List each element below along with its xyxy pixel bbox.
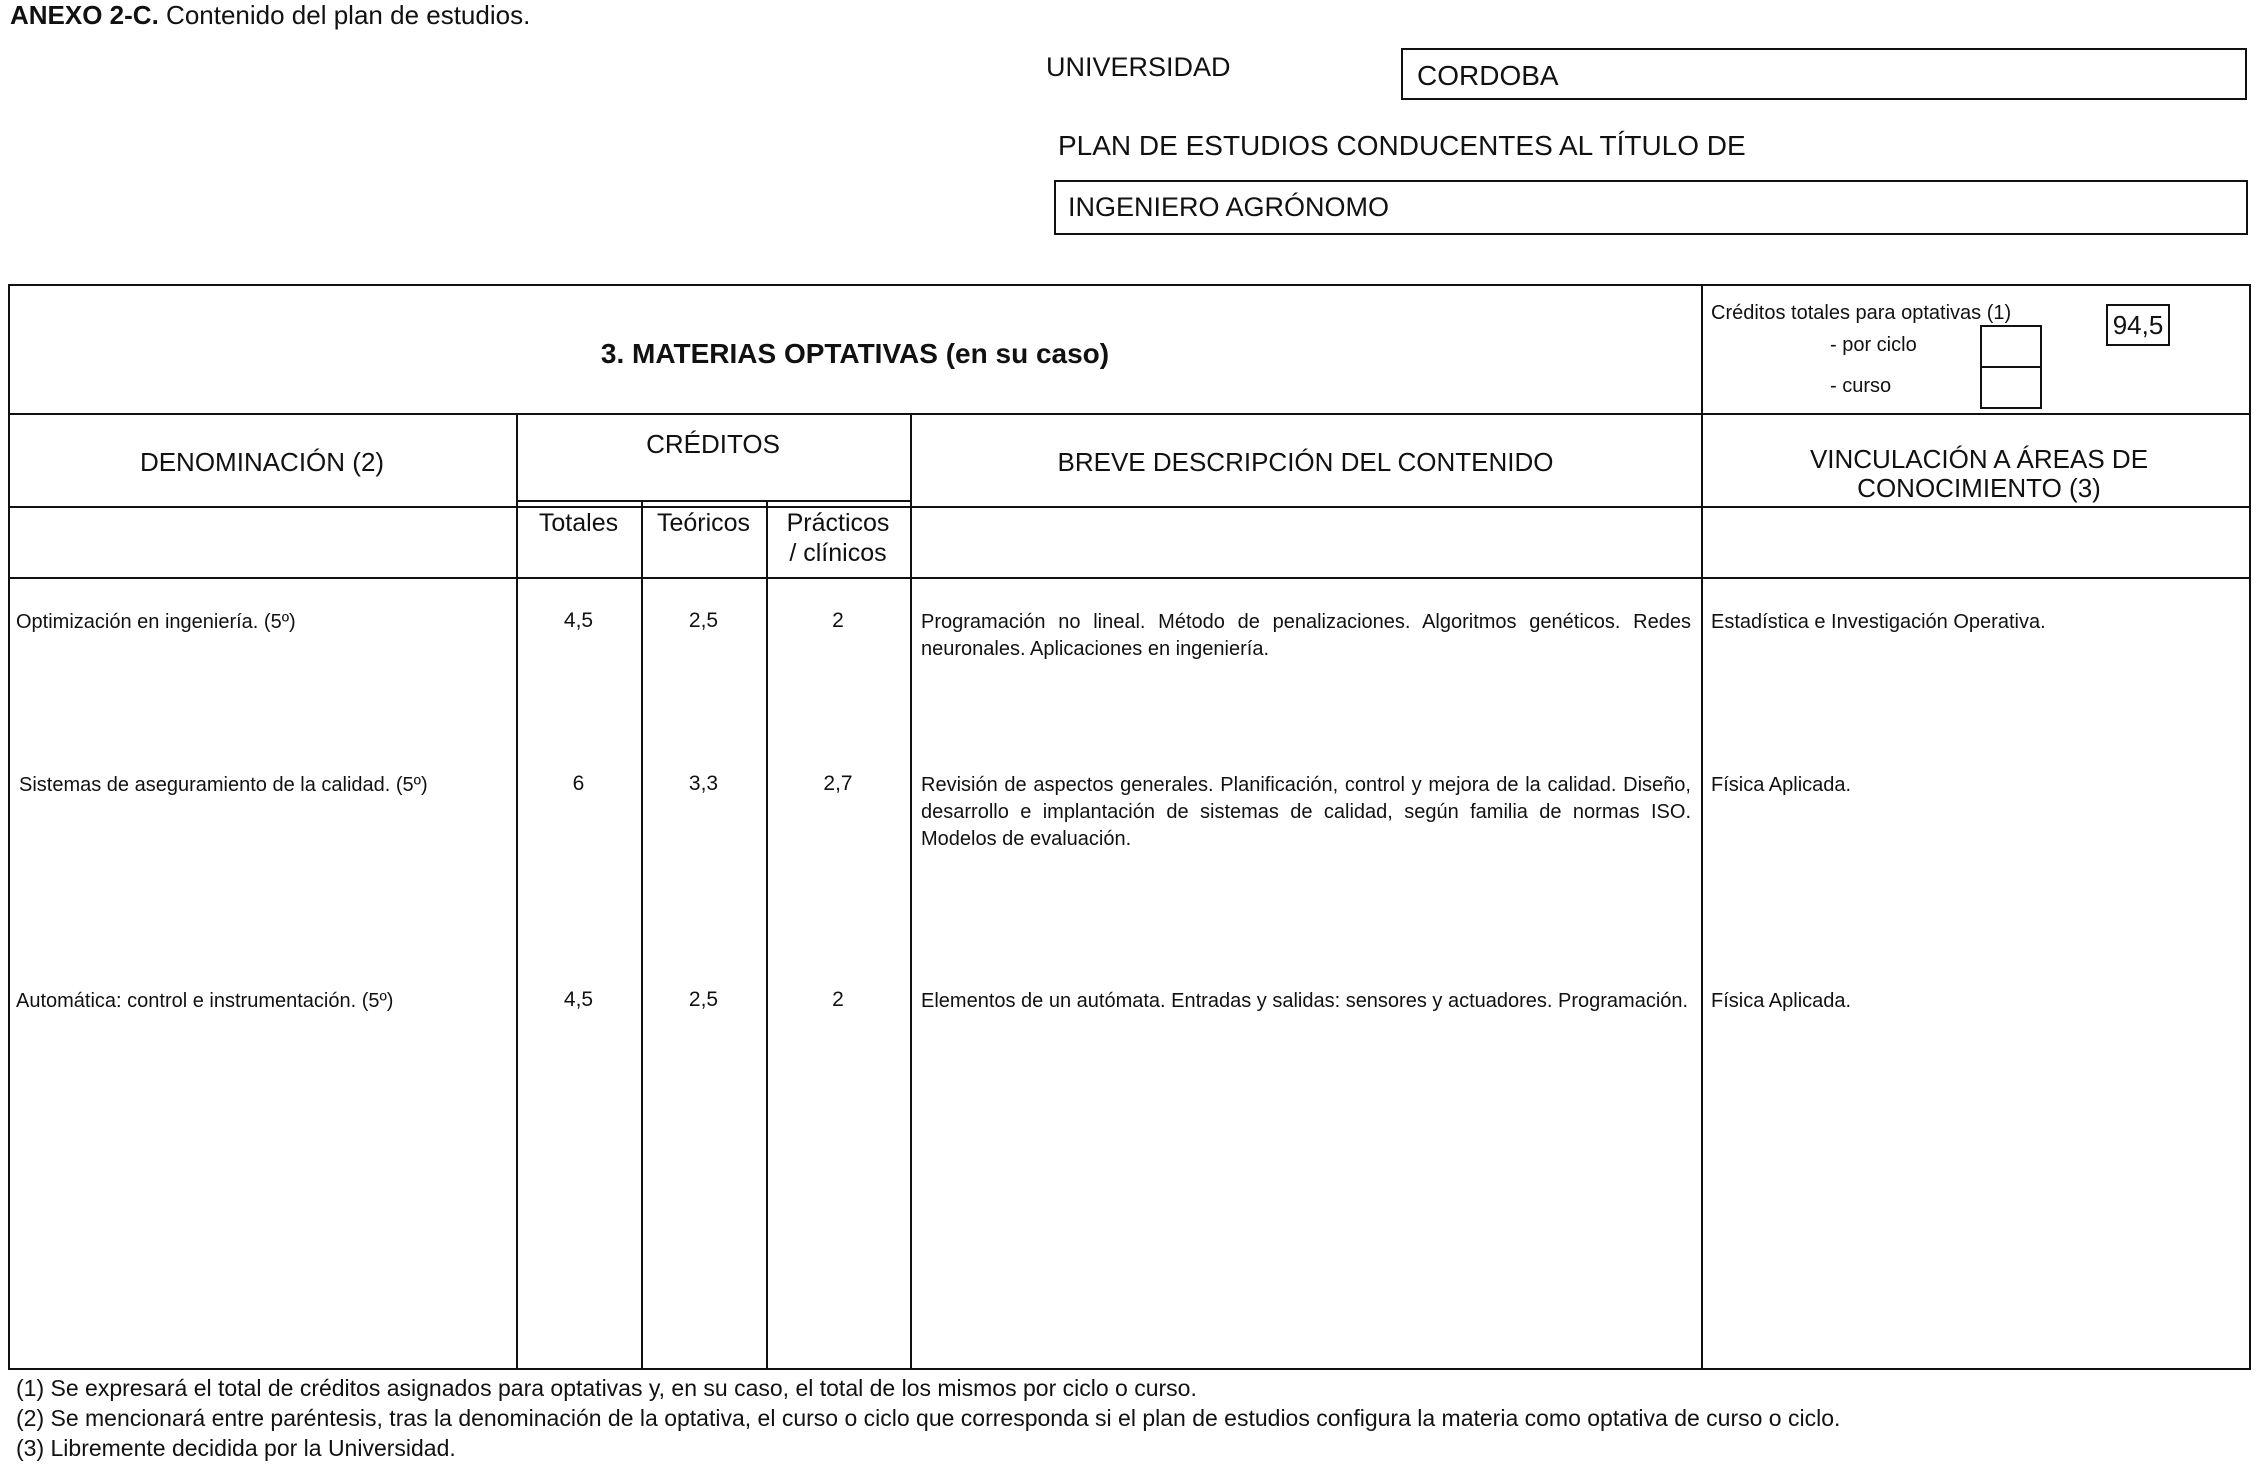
row-name: Optimización en ingeniería. (5º)	[16, 611, 296, 633]
footnote-1: (1) Se expresará el total de créditos asignados para optativas y, en su caso, el total de los mismos por ciclo o curso.	[16, 1375, 1197, 1401]
column-header-description: BREVE DESCRIPCIÓN DEL CONTENIDO	[1057, 447, 1554, 477]
practice-line2: / clínicos	[789, 539, 887, 567]
column-header-practice	[766, 508, 910, 568]
university-field: CORDOBA	[1401, 48, 2247, 100]
column-header-name: DENOMINACIÓN (2)	[139, 447, 385, 477]
per-cycle-label: - por ciclo	[1830, 334, 1917, 356]
row-area: Estadística e Investigación Operativa.	[1711, 611, 2046, 633]
footnote-2: (2) Se mencionará entre paréntesis, tras la denominación de la optativa, el curso o ciclo que corresponda si el plan de estudios configura la materia como optativa de curso o ciclo.	[16, 1405, 1841, 1431]
row-name: Automática: control e instrumentación. (5º)	[16, 990, 394, 1012]
row-total: 4,5	[563, 609, 594, 632]
plan-label: PLAN DE ESTUDIOS CONDUCENTES AL TÍTULO DE	[1058, 130, 1746, 161]
annex-label: ANEXO 2-C.	[10, 0, 159, 30]
per-course-box	[1980, 366, 2042, 409]
per-course-label: - curso	[1830, 375, 1892, 397]
table-divider	[516, 413, 518, 1370]
row-area: Física Aplicada.	[1711, 774, 1852, 796]
row-theory: 2,5	[688, 609, 719, 632]
table-divider	[910, 413, 912, 1370]
degree-field: INGENIERO AGRÓNOMO	[1054, 180, 2248, 235]
practice-line1: Prácticos	[786, 509, 890, 537]
section-title: 3. MATERIAS OPTATIVAS (en su caso)	[600, 338, 1110, 369]
column-header-credits: CRÉDITOS	[646, 429, 780, 459]
row-practice: 2	[832, 609, 844, 632]
row-description: Elementos de un autómata. Entradas y salidas: sensores y actuadores. Programación.	[921, 990, 1689, 1012]
column-header-areas: VINCULACIÓN A ÁREAS DE CONOCIMIENTO (3)	[1809, 444, 2149, 503]
annex-heading	[10, 0, 530, 31]
footnote-3: (3) Libremente decidida por la Universidad.	[16, 1435, 456, 1461]
row-name: Sistemas de aseguramiento de la calidad. (5º)	[19, 774, 428, 796]
per-cycle-box	[1980, 325, 2042, 368]
row-theory: 3,3	[688, 772, 719, 795]
column-header-totals: Totales	[538, 509, 619, 537]
row-description: Programación no lineal. Método de penalizaciones. Algoritmos genéticos. Redes neuronales. Aplicaciones en ingeniería.	[921, 611, 1691, 660]
column-header-theory: Teóricos	[656, 509, 751, 537]
row-practice: 2	[832, 988, 844, 1011]
table-divider	[8, 506, 2251, 508]
table-divider	[516, 500, 910, 502]
total-credits-value: 94,5	[2106, 304, 2170, 346]
university-label: UNIVERSIDAD	[1046, 52, 1231, 82]
annex-text: Contenido del plan de estudios.	[166, 0, 531, 30]
table-divider	[8, 413, 2251, 415]
table-divider	[1701, 284, 1703, 1370]
row-total: 4,5	[563, 988, 594, 1011]
row-practice: 2,7	[823, 772, 853, 795]
row-area: Física Aplicada.	[1711, 990, 1852, 1012]
total-credits-label: Créditos totales para optativas (1)	[1711, 302, 2012, 324]
row-theory: 2,5	[688, 988, 719, 1011]
row-description: Revisión de aspectos generales. Planificación, control y mejora de la calidad. Diseño, desarrollo e implantación de sistemas de calidad, según familia de normas ISO. Modelos de evaluación.	[921, 774, 1691, 850]
table-divider	[8, 577, 2251, 579]
row-total: 6	[572, 772, 585, 795]
